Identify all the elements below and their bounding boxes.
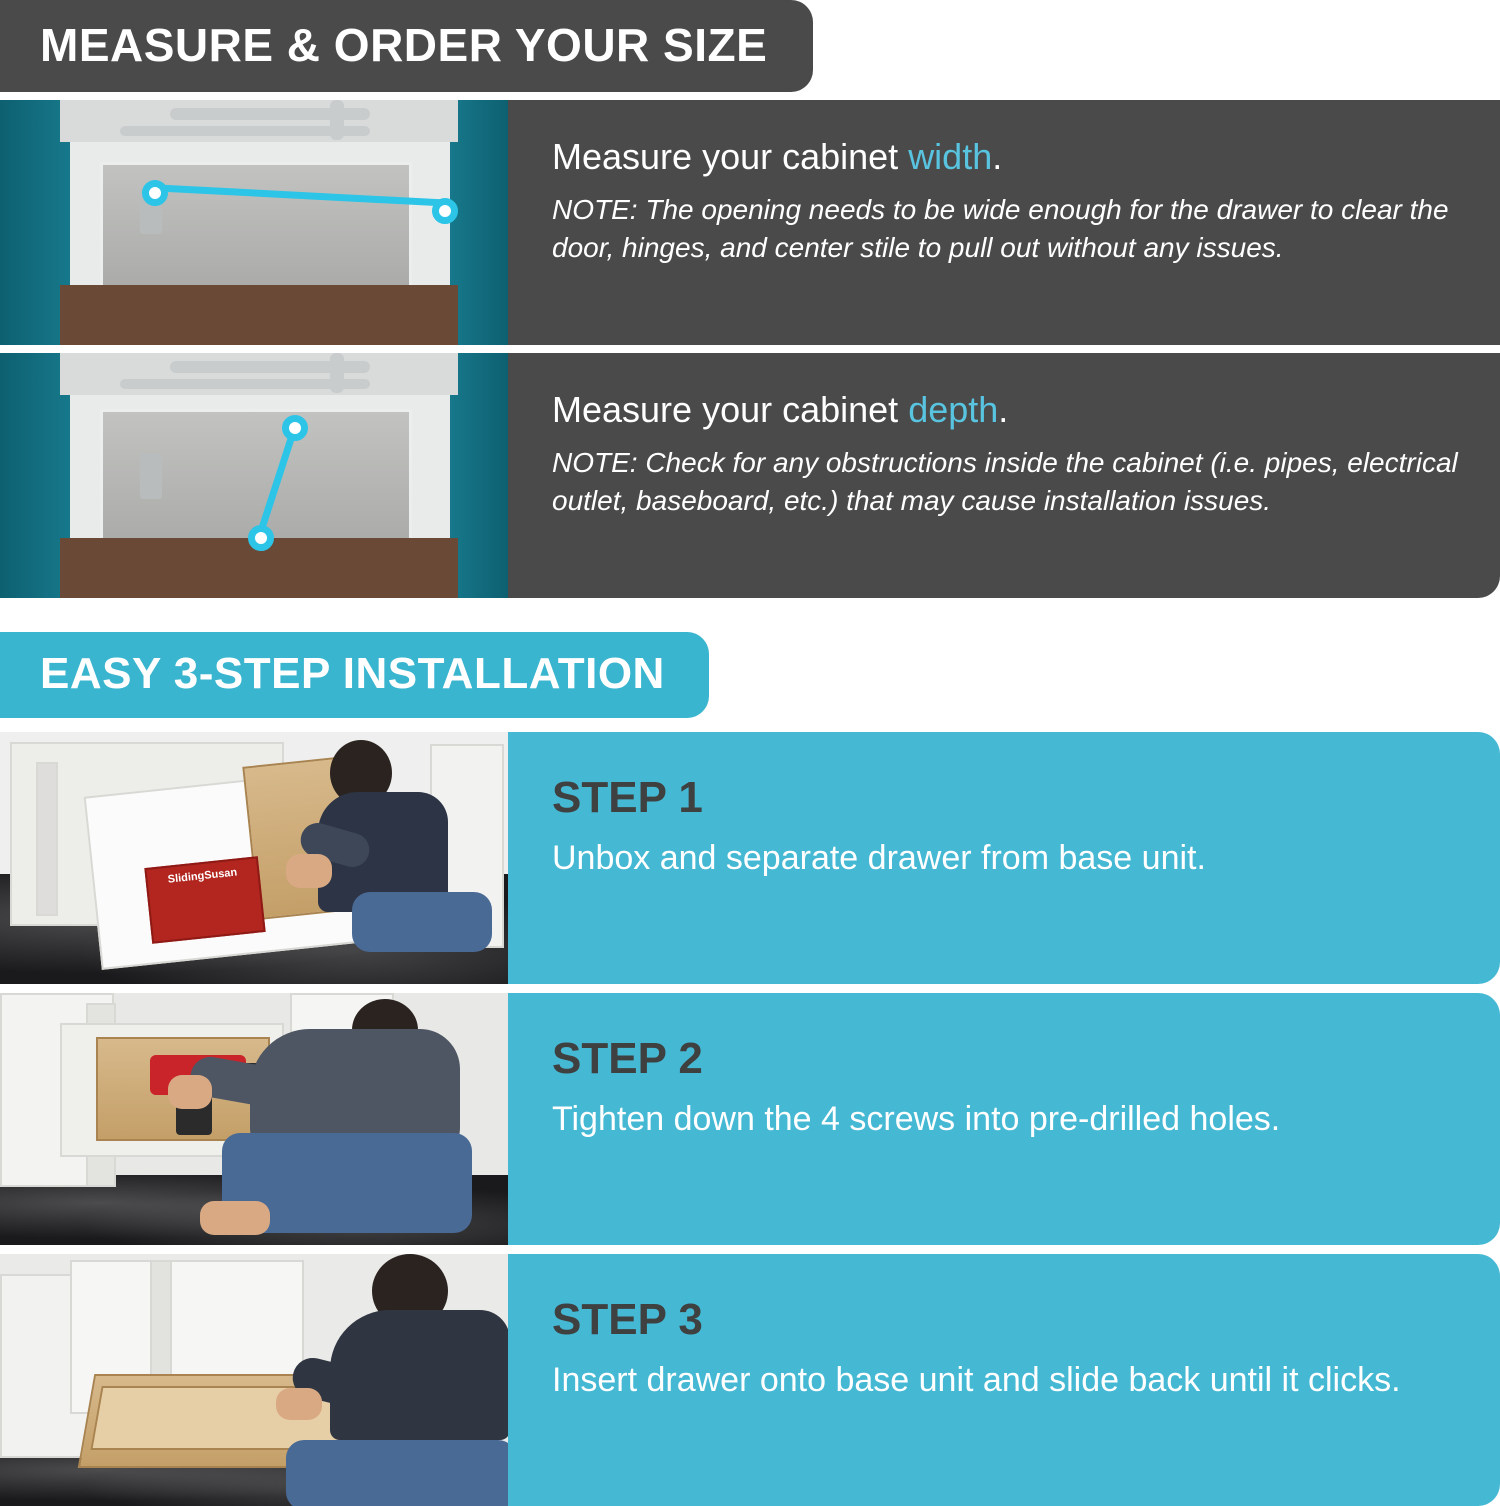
cabinet-depth-photo xyxy=(0,353,508,598)
step-1-title: STEP 1 xyxy=(552,773,703,822)
measure-width-text xyxy=(508,100,1500,345)
measure-depth-title xyxy=(552,389,1466,430)
measure-width-title xyxy=(552,136,1466,177)
install-section-header xyxy=(0,632,1500,718)
step-1-photo xyxy=(0,732,508,984)
step-2-text xyxy=(508,993,1500,1245)
measure-depth-title-suffix: . xyxy=(998,389,1009,430)
measure-width-note: NOTE: The opening needs to be wide enough for the drawer to clear the door, hinges, and center stile to pull out without any issues. xyxy=(552,194,1449,264)
product-box-label-text: SlidingSusan xyxy=(167,866,238,886)
depth-measure-endpoint-top xyxy=(282,415,308,441)
width-measure-endpoint-right xyxy=(432,198,458,224)
install-steps xyxy=(0,732,1500,1506)
measure-width-title-suffix: . xyxy=(992,136,1003,177)
measure-width-highlight: width xyxy=(908,136,993,177)
step-3-desc: Insert drawer onto base unit and slide back until it clicks. xyxy=(552,1361,1401,1399)
step-2-desc: Tighten down the 4 screws into pre-drilled holes. xyxy=(552,1100,1281,1138)
step-3-photo xyxy=(0,1254,508,1506)
step-3-text xyxy=(508,1254,1500,1506)
product-box-label xyxy=(144,856,265,943)
step-3-title: STEP 3 xyxy=(552,1295,703,1344)
measure-depth-note: NOTE: Check for any obstructions inside the cabinet (i.e. pipes, electrical outlet, baseboard, etc.) that may cause installation issues. xyxy=(552,447,1458,517)
measure-depth-row xyxy=(0,353,1500,598)
cabinet-width-photo xyxy=(0,100,508,345)
measure-depth-title-prefix: Measure your cabinet xyxy=(552,389,909,430)
measure-depth-text xyxy=(508,353,1500,598)
step-1-desc: Unbox and separate drawer from base unit. xyxy=(552,839,1206,877)
measure-section-header xyxy=(0,0,1500,92)
step-2-photo xyxy=(0,993,508,1245)
step-1-text xyxy=(508,732,1500,984)
step-2-title: STEP 2 xyxy=(552,1034,703,1083)
step-row-2 xyxy=(0,993,1500,1245)
width-measure-endpoint-left xyxy=(142,180,168,206)
depth-measure-endpoint-bottom xyxy=(248,525,274,551)
step-row-1 xyxy=(0,732,1500,984)
measure-width-row xyxy=(0,100,1500,345)
measure-width-title-prefix: Measure your cabinet xyxy=(552,136,909,177)
measure-banner-label: MEASURE & ORDER YOUR SIZE xyxy=(0,0,813,92)
step-row-3 xyxy=(0,1254,1500,1506)
measure-depth-highlight: depth xyxy=(908,389,999,430)
install-banner-label: EASY 3-STEP INSTALLATION xyxy=(0,632,709,718)
